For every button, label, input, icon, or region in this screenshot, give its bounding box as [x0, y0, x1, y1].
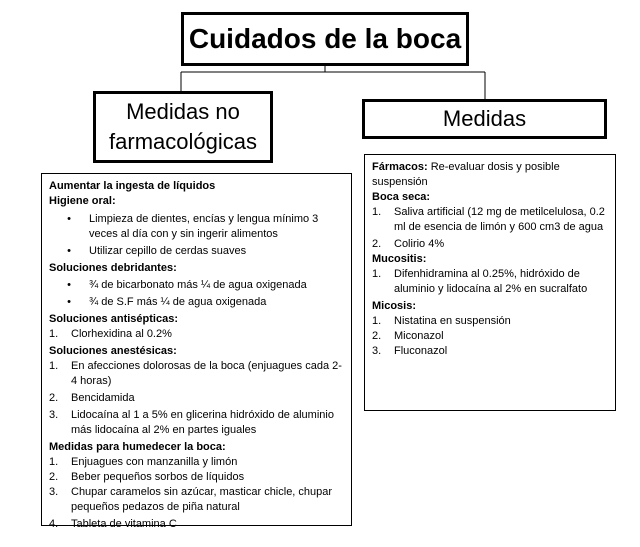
- bullet-icon: •: [67, 213, 71, 225]
- list-item: [49, 391, 344, 406]
- list-item-text: Lidocaína al 1 a 5% en glicerina hidróxido de aluminio más lidocaína al 2% en partes iguales: [71, 409, 334, 436]
- bullet-icon: •: [67, 245, 71, 257]
- farmacos-label: Fármacos:: [372, 161, 428, 173]
- list-item-text: Colirio 4%: [394, 238, 445, 250]
- list-number: 3.: [372, 345, 382, 357]
- list-item: [49, 455, 344, 470]
- list-number: 4.: [49, 518, 59, 530]
- list-item-text: Utilizar cepillo de cerdas suaves: [89, 245, 247, 257]
- list-item: [49, 244, 344, 259]
- list-number: 1.: [372, 206, 382, 218]
- list-item-text: ¾ de S.F más ¼ de agua oxigenada: [89, 296, 267, 308]
- list-item: [49, 485, 344, 515]
- list-item-text: Fluconazol: [394, 345, 448, 357]
- bullet-icon: •: [67, 279, 71, 291]
- list-item-text: Miconazol: [394, 330, 444, 342]
- section-heading-higiene: Higiene oral:: [49, 195, 116, 207]
- list-item: [49, 359, 344, 389]
- list-item: [49, 517, 344, 532]
- section-heading-boca-seca: Boca seca:: [372, 191, 431, 203]
- list-item: [372, 314, 608, 329]
- list-item-text: Tableta de vitamina C: [71, 518, 177, 530]
- list-item-text: Saliva artificial (12 mg de metilcelulosa, 0.2 ml de esencia de limón y 600 cm3 de agua: [394, 206, 605, 233]
- diagram-title-text: Cuidados de la boca: [188, 23, 462, 54]
- list-item-text: Bencidamida: [71, 392, 135, 404]
- list-number: 1.: [49, 328, 59, 340]
- list-item-text: Nistatina en suspensión: [394, 315, 511, 327]
- non-pharmacological-header-line-2: farmacológicas: [109, 129, 257, 154]
- list-item: [372, 329, 608, 344]
- list-number: 2.: [372, 330, 382, 342]
- diagram-title: [181, 12, 469, 66]
- non-pharmacological-box: [41, 173, 352, 530]
- bullet-icon: •: [67, 296, 71, 308]
- measures-header-text: Medidas: [442, 106, 527, 131]
- list-item-text: Limpieza de dientes, encías y lengua mínimo 3 veces al día con y sin ingerir alimentos: [89, 213, 319, 240]
- list-item: [372, 267, 608, 297]
- list-number: 2.: [49, 471, 59, 483]
- list-number: 1.: [372, 315, 382, 327]
- list-item-text: Clorhexidina al 0.2%: [71, 328, 172, 340]
- farmacos-text: Re-evaluar dosis y posible suspensión: [372, 161, 560, 188]
- intro-line: Aumentar la ingesta de líquidos: [49, 180, 216, 192]
- list-item: [372, 344, 608, 359]
- section-heading-micosis: Micosis:: [372, 300, 417, 312]
- list-number: 2.: [372, 238, 382, 250]
- measures-header: [362, 99, 607, 139]
- section-heading-anestesicas: Soluciones anestésicas:: [49, 345, 177, 357]
- list-number: 3.: [49, 486, 59, 498]
- section-heading-humedecer: Medidas para humedecer la boca:: [49, 441, 226, 453]
- list-item-text: Beber pequeños sorbos de líquidos: [71, 471, 245, 483]
- list-item-text: ¾ de bicarbonato más ¼ de agua oxigenada: [89, 279, 307, 291]
- list-item: [372, 237, 608, 252]
- list-number: 2.: [49, 392, 59, 404]
- pharmacological-box: [364, 154, 616, 411]
- list-item: [49, 212, 344, 242]
- list-item: [49, 408, 344, 438]
- list-item-text: Difenhidramina al 0.25%, hidróxido de aluminio y lidocaína al 2% en sucralfato: [394, 268, 588, 295]
- list-item-text: Enjuagues con manzanilla y limón: [71, 456, 238, 468]
- section-heading-mucositis: Mucositis:: [372, 253, 427, 265]
- list-number: 1.: [49, 456, 59, 468]
- list-number: 1.: [49, 360, 59, 372]
- list-number: 3.: [49, 409, 59, 421]
- list-number: 1.: [372, 268, 382, 280]
- non-pharmacological-header-line-1: Medidas no: [126, 99, 240, 124]
- section-heading-antisepticas: Soluciones antisépticas:: [49, 313, 178, 325]
- non-pharmacological-header: [93, 91, 273, 163]
- section-heading-debridantes: Soluciones debridantes:: [49, 262, 177, 274]
- list-item: [372, 205, 608, 235]
- list-item-text: Chupar caramelos sin azúcar, masticar chicle, chupar pequeños pedazos de piña natural: [71, 486, 333, 513]
- list-item: [49, 327, 344, 342]
- list-item: [49, 295, 344, 310]
- list-item: [49, 278, 344, 293]
- farmacos-line: [372, 160, 608, 190]
- list-item: [49, 470, 344, 485]
- list-item-text: En afecciones dolorosas de la boca (enjuagues cada 2-4 horas): [71, 360, 342, 387]
